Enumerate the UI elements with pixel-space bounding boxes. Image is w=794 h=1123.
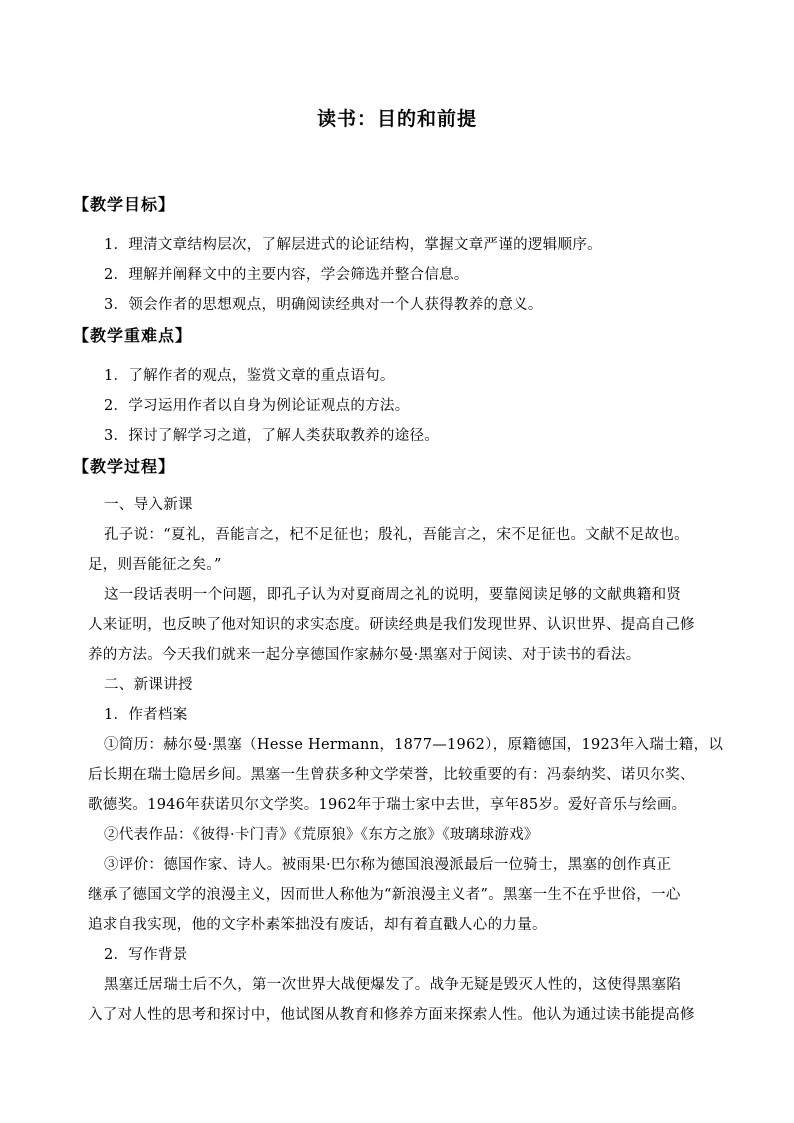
heading-key-points: 【教学重难点】 <box>73 326 193 345</box>
process-line: 2．写作背景 <box>104 947 188 963</box>
key-point-item-1: 1．了解作者的观点，鉴赏文章的重点语句。 <box>104 368 395 384</box>
process-line: 一、导入新课 <box>104 497 193 513</box>
process-line: 人来证明，也反映了他对知识的求实态度。研读经典是我们发现世界、认识世界、提高自己修 <box>88 617 695 633</box>
goal-item-1: 1．理清文章结构层次，了解层进式的论证结构，掌握文章严谨的逻辑顺序。 <box>104 237 602 253</box>
process-line: 二、新课讲授 <box>104 677 193 693</box>
goal-item-2: 2．理解并阐释文中的主要内容，学会筛选并整合信息。 <box>104 267 469 283</box>
process-line: ②代表作品：《彼得·卡门青》《荒原狼》《东方之旅》《玻璃球游戏》 <box>104 827 539 843</box>
process-line: ③评价：德国作家、诗人。被雨果·巴尔称为德国浪漫派最后一位骑士，黑塞的创作真正 <box>104 857 672 873</box>
key-point-item-3: 3．探讨了解学习之道，了解人类获取教养的途径。 <box>104 428 440 444</box>
process-line: ①简历：赫尔曼·黑塞（Hesse Hermann，1877—1962），原籍德国，1923年入瑞士籍，以 <box>104 737 724 753</box>
process-line: 入了对人性的思考和探讨中，他试图从教育和修养方面来探索人性。他认为通过读书能提高修 <box>88 1007 695 1023</box>
key-point-item-2: 2．学习运用作者以自身为例论证观点的方法。 <box>104 398 410 414</box>
process-line: 足，则吾能征之矣。” <box>88 557 222 573</box>
heading-teaching-process: 【教学过程】 <box>73 457 176 476</box>
process-line: 孔子说：“夏礼，吾能言之，杞不足征也；殷礼，吾能言之，宋不足征也。文献不足故也。 <box>104 527 689 543</box>
process-line: 1．作者档案 <box>104 707 188 723</box>
goal-item-3: 3．领会作者的思想观点，明确阅读经典对一个人获得教养的意义。 <box>104 297 543 313</box>
process-line: 这一段话表明一个问题，即孔子认为对夏商周之礼的说明，要靠阅读足够的文献典籍和贤 <box>104 587 682 603</box>
process-line: 歌德奖。1946年获诺贝尔文学奖。1962年于瑞士家中去世，享年85岁。爱好音乐与绘画。 <box>88 797 687 813</box>
process-line: 黑塞迁居瑞士后不久，第一次世界大战便爆发了。战争无疑是毁灭人性的，这使得黑塞陷 <box>104 977 682 993</box>
process-line: 继承了德国文学的浪漫主义，因而世人称他为“新浪漫主义者”。黑塞一生不在乎世俗，一心 <box>88 887 681 903</box>
process-line: 养的方法。今天我们就来一起分享德国作家赫尔曼·黑塞对于阅读、对于读书的看法。 <box>88 647 641 663</box>
heading-teaching-goals: 【教学目标】 <box>73 195 176 214</box>
process-line: 后长期在瑞士隐居乡间。黑塞一生曾获多种文学荣誉，比较重要的有：冯泰纳奖、诺贝尔奖、 <box>88 767 695 783</box>
page-title: 读书：目的和前提 <box>316 108 477 130</box>
process-line: 追求自我实现，他的文字朴素笨拙没有废话，却有着直戳人心的力量。 <box>88 917 547 933</box>
